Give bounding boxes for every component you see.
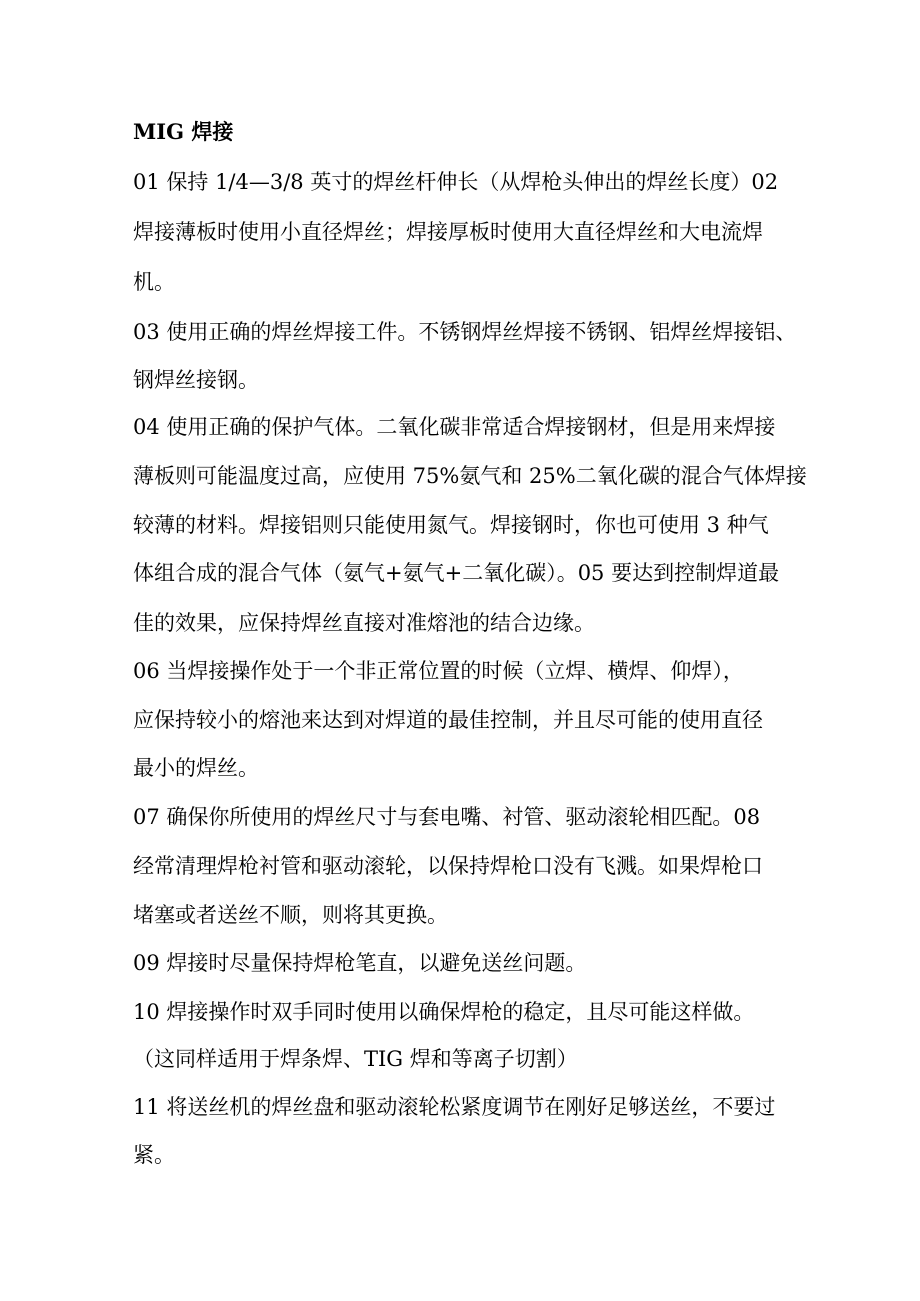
paragraph-line: 堵塞或者送丝不顺，则将其更换。 [133,903,448,927]
paragraph-line: 体组合成的混合气体（氨气+氨气+二氧化碳）。05 要达到控制焊道最 [133,561,780,585]
paragraph-line: 11 将送丝机的焊丝盘和驱动滚轮松紧度调节在刚好足够送丝，不要过 [133,1095,776,1119]
paragraph-line: 应保持较小的熔池来达到对焊道的最佳控制，并且尽可能的使用直径 [133,708,763,732]
paragraph-line: 10 焊接操作时双手同时使用以确保焊枪的稳定，且尽可能这样做。 [133,1000,755,1024]
paragraph-line: 03 使用正确的焊丝焊接工件。不锈钢焊丝焊接不锈钢、铝焊丝焊接铝、 [133,320,797,344]
paragraph-line: 机。 [133,270,175,294]
paragraph-line: 较薄的材料。焊接铝则只能使用氮气。焊接钢时，你也可使用 3 种气 [133,513,769,537]
paragraph-line: 钢焊丝接钢。 [133,368,259,392]
paragraph-line: 04 使用正确的保护气体。二氧化碳非常适合焊接钢材，但是用来焊接 [133,415,776,439]
paragraph-line: 佳的效果，应保持焊丝直接对准熔池的结合边缘。 [133,611,595,635]
paragraph-line: （这同样适用于焊条焊、TIG 焊和等离子切割） [133,1047,578,1071]
paragraph-line: 07 确保你所使用的焊丝尺寸与套电嘴、衬管、驱动滚轮相匹配。08 [133,805,761,829]
paragraph-line: 最小的焊丝。 [133,756,259,780]
paragraph-line: 06 当焊接操作处于一个非正常位置的时候（立焊、横焊、仰焊）， [133,659,744,683]
paragraph-line: 焊接薄板时使用小直径焊丝；焊接厚板时使用大直径焊丝和大电流焊 [133,220,763,244]
paragraph-line: 01 保持 1/4—3/8 英寸的焊丝杆伸长（从焊枪头伸出的焊丝长度）02 [133,170,779,194]
paragraph-line: 薄板则可能温度过高，应使用 75%氨气和 25%二氧化碳的混合气体焊接 [133,464,807,488]
paragraph-line: 09 焊接时尽量保持焊枪笔直，以避免送丝问题。 [133,951,587,975]
document-title: MIG 焊接 [133,119,234,144]
paragraph-line: 经常清理焊枪衬管和驱动滚轮，以保持焊枪口没有飞溅。如果焊枪口 [133,854,763,878]
paragraph-line: 紧。 [133,1143,175,1167]
